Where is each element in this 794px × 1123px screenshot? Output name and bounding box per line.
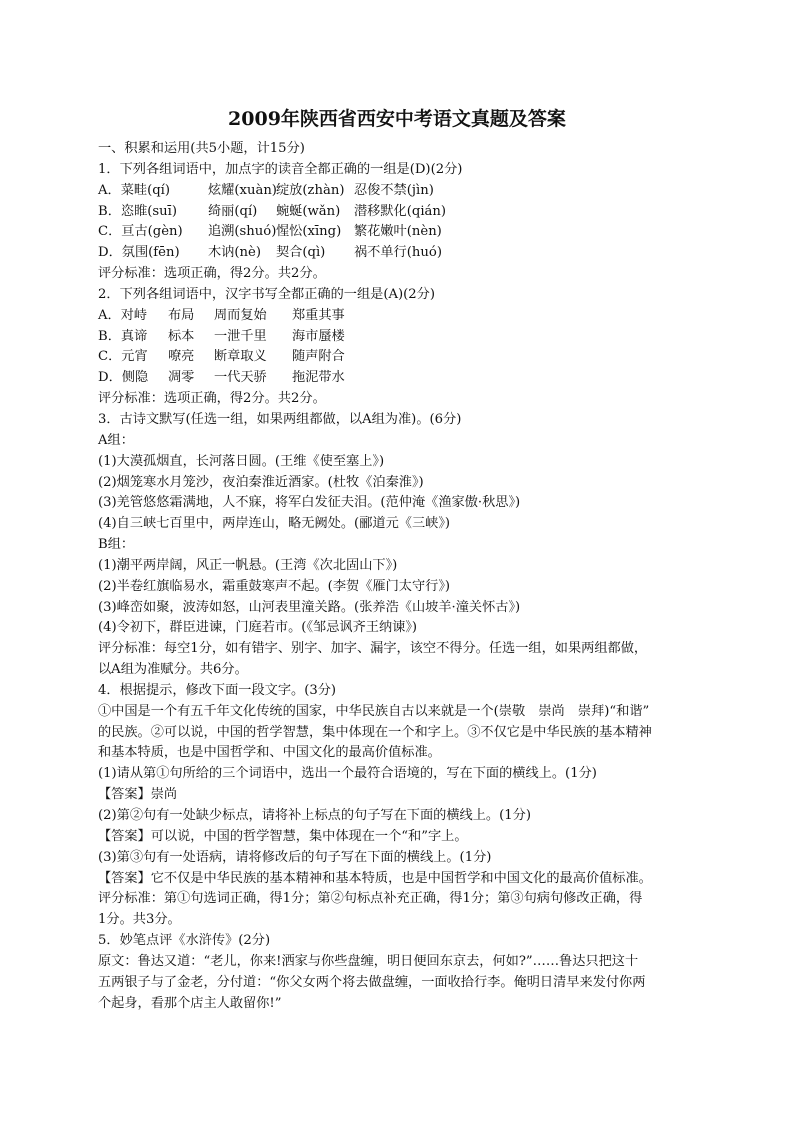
option-item: A．菜畦(qí) — [98, 182, 171, 198]
question-1-option-a — [98, 181, 704, 202]
answer-line: 【答案】它不仅是中华民族的基本精神和基本特质，也是中国哲学和中国文化的最高价值标准。 — [98, 870, 652, 886]
poem-line: (2)半卷红旗临易水，霜重鼓寒声不起。(李贺《雁门太守行》) — [98, 578, 451, 594]
scoring-note: 1分。共3分。 — [98, 912, 181, 928]
question-2-stem: 2．下列各组词语中，汉字书写全都正确的一组是(A)(2分) — [98, 286, 436, 302]
poem-line: (1)潮平两岸阔，风正一帆悬。(王湾《次北固山下》) — [98, 557, 398, 573]
scoring-note: 评分标准：选项正确，得2分。共2分。 — [98, 391, 326, 407]
group-a-label: A组： — [98, 432, 134, 448]
poem-line: (3)羌管悠悠霜满地，人不寐，将军白发征夫泪。(范仲淹《渔家傲·秋思》) — [98, 495, 521, 511]
option-item: 繁花嫩叶(nèn) — [354, 224, 442, 240]
option-item: 凋零 — [168, 370, 195, 386]
poem-line: (3)峰峦如聚，波涛如怒，山河表里潼关路。(张养浩《山坡羊·潼关怀古》) — [98, 599, 521, 615]
poem-line: (1)大漠孤烟直，长河落日圆。(王维《使至塞上》) — [98, 453, 385, 469]
option-item: A．对峙 — [98, 307, 148, 323]
question-5-stem: 5．妙笔点评《水浒传》(2分) — [98, 933, 271, 949]
passage-line: 和基本特质，也是中国哲学和、中国文化的最高价值标准。 — [98, 745, 441, 761]
question-2-option-b — [98, 327, 704, 348]
option-item: 随声附合 — [292, 349, 345, 365]
answer-line: 【答案】可以说，中国的哲学智慧，集中体现在一个“和”字上。 — [98, 828, 468, 844]
option-item: 布局 — [168, 307, 195, 323]
option-item: 海市蜃楼 — [292, 328, 345, 344]
option-item: 蜿蜒(wǎn) — [276, 203, 341, 219]
option-item: 契合(qì) — [276, 245, 326, 261]
option-item: 周而复始 — [214, 307, 267, 323]
scoring-note: 评分标准：每空1分，如有错字、别字、加字、漏字，该空不得分。任选一组，如果两组都做， — [98, 641, 648, 657]
poem-line: (4)自三峡七百里中，两岸连山，略无阙处。(郦道元《三峡》) — [98, 516, 451, 532]
question-2-option-a — [98, 306, 704, 327]
passage-line: 个起身，看那个店主人敢留你!” — [98, 995, 282, 1011]
option-item: C．元宵 — [98, 349, 148, 365]
option-item: 断章取义 — [214, 349, 267, 365]
question-1-option-c — [98, 222, 704, 243]
option-item: 炫耀(xuàn) — [208, 182, 277, 198]
sub-question: (3)第③句有一处语病，请将修改后的句子写在下面的横线上。(1分) — [98, 849, 492, 865]
question-2-option-c — [98, 347, 704, 368]
answer-line: 【答案】崇尚 — [98, 787, 178, 803]
scoring-note: 以A组为准赋分。共6分。 — [98, 662, 248, 678]
question-4-stem: 4．根据提示，修改下面一段文字。(3分) — [98, 682, 337, 698]
scoring-note: 评分标准：第①句选词正确，得1分；第②句标点补充正确，得1分；第③句病句修改正确，得 — [98, 891, 643, 907]
passage-line: 五两银子与了金老，分付道：“你父女两个将去做盘缠，一面收拾行李。俺明日清早来发付你两 — [98, 974, 646, 990]
group-b-label: B组： — [98, 537, 135, 553]
sub-question: (2)第②句有一处缺少标点，请将补上标点的句子写在下面的横线上。(1分) — [98, 808, 531, 823]
option-item: 标本 — [168, 328, 195, 344]
sub-question: (1)请从第①句所给的三个词语中，选出一个最符合语境的，写在下面的横线上。(1分) — [98, 766, 597, 782]
option-item: D．侧隐 — [98, 370, 149, 386]
option-item: 绮丽(qí) — [208, 203, 258, 219]
question-1-option-b — [98, 202, 704, 223]
passage-line: 的民族。②可以说，中国的哲学智慧，集中体现在一个和字上。③不仅它是中华民族的基本精神 — [98, 724, 652, 740]
option-item: 潜移默化(qián) — [354, 203, 447, 219]
poem-line: (2)烟笼寒水月笼沙，夜泊秦淮近酒家。(杜牧《泊秦淮》) — [98, 474, 424, 490]
option-item: 嘹亮 — [168, 349, 195, 365]
scoring-note: 评分标准：选项正确，得2分。共2分。 — [98, 266, 326, 282]
document-title: 2009年陕西省西安中考语文真题及答案 — [228, 108, 566, 130]
document-body — [98, 139, 704, 1014]
question-1-stem: 1．下列各组词语中，加点字的读音全都正确的一组是(D)(2分) — [98, 161, 463, 177]
option-item: D．氛围(fēn) — [98, 245, 180, 261]
option-item: B．真谛 — [98, 328, 148, 344]
option-item: 祸不单行(huó) — [354, 245, 442, 261]
question-3-stem: 3．古诗文默写(任选一组，如果两组都做，以A组为准)。(6分) — [98, 411, 462, 427]
passage-line: ①中国是一个有五千年文化传统的国家，中华民族自古以来就是一个(崇敬 崇尚 崇拜)“和谐” — [98, 703, 650, 719]
option-item: 一泄千里 — [214, 328, 267, 344]
passage-line: 原文：鲁达又道：“老儿，你来!洒家与你些盘缠，明日便回东京去，何如?”……鲁达只把这十 — [98, 953, 639, 969]
question-2-option-d — [98, 368, 704, 389]
option-item: 郑重其事 — [292, 307, 345, 323]
option-item: 惺忪(xīng) — [276, 224, 342, 240]
poem-line: (4)令初下，群臣进谏，门庭若市。(《邹忌讽齐王纳谏》) — [98, 620, 418, 636]
section-heading: 一、积累和运用(共5小题，计15分) — [98, 141, 305, 156]
option-item: 一代天骄 — [214, 370, 267, 386]
option-item: C．亘古(gèn) — [98, 224, 183, 240]
option-item: 忍俊不禁(jìn) — [354, 182, 434, 198]
option-item: 追溯(shuó) — [208, 224, 277, 240]
option-item: B．恣睢(suī) — [98, 203, 178, 219]
option-item: 拖泥带水 — [292, 370, 345, 386]
option-item: 木讷(nè) — [208, 245, 261, 261]
option-item: 绽放(zhàn) — [276, 182, 345, 198]
question-1-option-d — [98, 243, 704, 264]
